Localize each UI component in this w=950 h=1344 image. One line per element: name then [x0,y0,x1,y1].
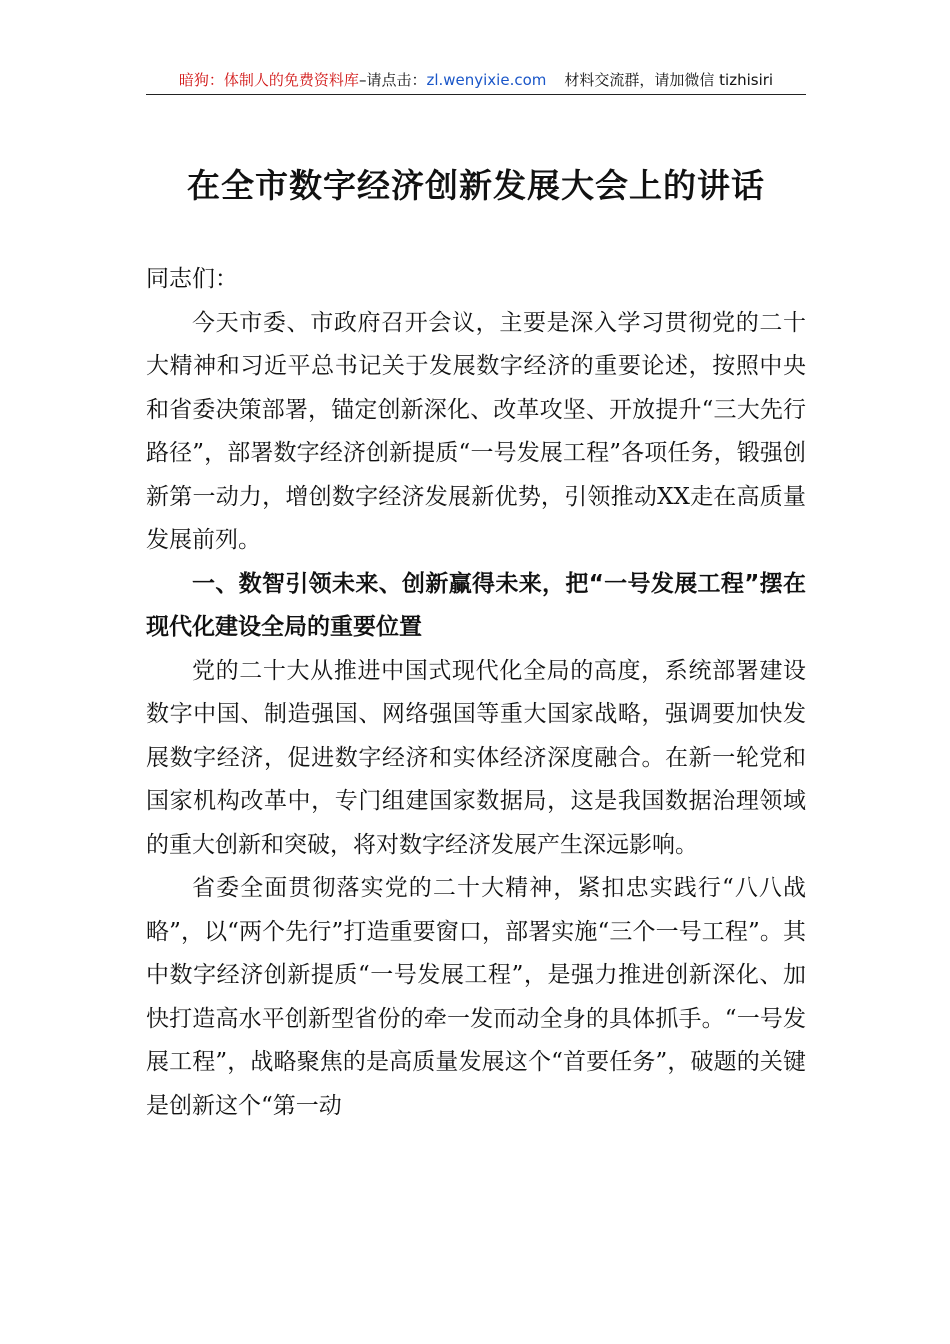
header-click-text: –请点击： [358,71,427,89]
section-1-heading: 一、数智引领未来、创新赢得未来，把“一号发展工程”摆在现代化建设全局的重要位置 [146,570,806,640]
document-title: 在全市数字经济创新发展大会上的讲话 [187,166,765,205]
document-body [146,258,806,1128]
header-link[interactable]: zl.wenyixie.com [426,71,547,89]
paragraph-1: 今天市委、市政府召开会议，主要是深入学习贯彻党的二十大精神和习近平总书记关于发展数字经济的重要论述，按照中央和省委决策部署，锚定创新深化、改革攻坚、开放提升“三大先行路径”，部署数字经济创新提质“一号发展工程”各项任务，锻强创新第一动力，增创数字经济发展新优势，引领推动XX走在高质量发展前列。 [146,309,806,553]
header-banner [146,66,806,95]
salutation: 同志们： [146,266,238,292]
header-brand: 暗狗：体制人的免费资料库 [178,71,359,89]
paragraph-2: 党的二十大从推进中国式现代化全局的高度，系统部署建设数字中国、制造强国、网络强国等重大国家战略，强调要加快发展数字经济，促进数字经济和实体经济深度融合。在新一轮党和国家机构改革中，专门组建国家数据局，这是我国数据治理领域的重大创新和突破，将对数字经济发展产生深远影响。 [146,657,806,858]
header-group-text: 材料交流群，请加微信 tizhisiri [564,71,774,89]
paragraph-3: 省委全面贯彻落实党的二十大精神，紧扣忠实践行“八八战略”，以“两个先行”打造重要窗口，部署实施“三个一号工程”。其中数字经济创新提质“一号发展工程”，是强力推进创新深化、加快打造高水平创新型省份的牵一发而动全身的具体抓手。“一号发展工程”，战略聚焦的是高质量发展这个“首要任务”，破题的关键是创新这个“第一动 [146,875,806,1119]
